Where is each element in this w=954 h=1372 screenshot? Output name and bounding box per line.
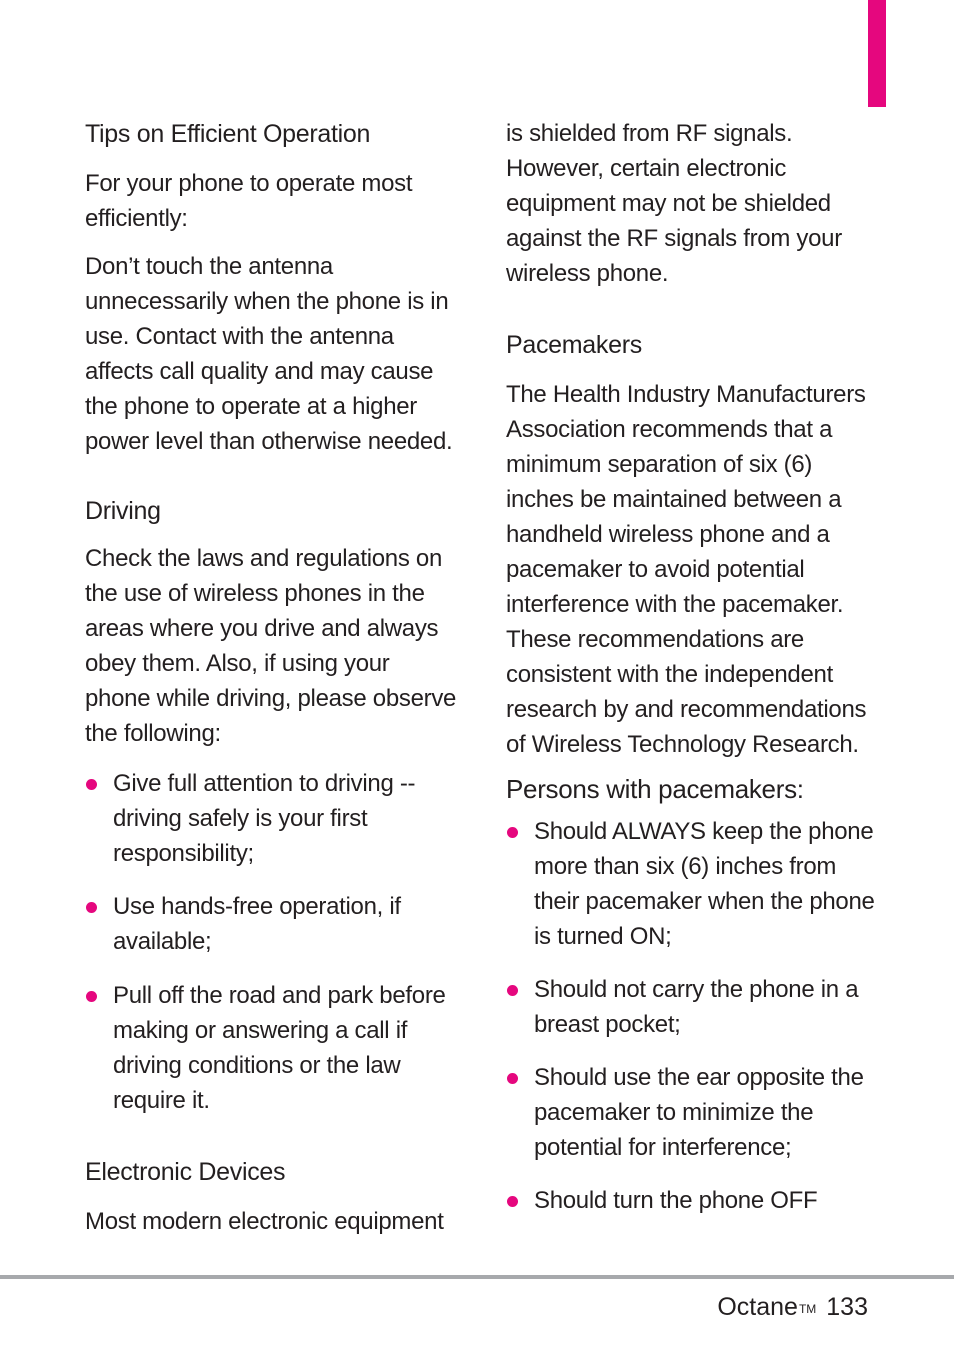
product-name: Octane [717, 1293, 798, 1321]
list-item [85, 889, 457, 959]
bullet-icon [507, 827, 518, 838]
bullet-icon [86, 991, 97, 1002]
bullet-text: Should turn the phone OFF [534, 1187, 818, 1214]
driving-heading: Driving [85, 497, 161, 525]
bullet-text: Should use the ear opposite the pacemaker to minimize the potential for interference; [534, 1064, 864, 1161]
shielding-paragraph: is shielded from RF signals. However, certain electronic equipment may not be shielded against the RF signals from your wireless phone. [506, 120, 842, 287]
tips-heading: Tips on Efficient Operation [85, 120, 371, 148]
bullet-icon [507, 985, 518, 996]
bullet-icon [507, 1073, 518, 1084]
pacemakers-paragraph: The Health Industry Manufacturers Association recommends that a minimum separation of six (6) inches be maintained between a handheld wireless phone and a pacemaker to avoid potential interference with the pacemaker. These recommendations are consistent with the independent research by and recommendations of Wireless Technology Research. [506, 381, 867, 758]
list-item [506, 814, 878, 954]
bullet-text: Should ALWAYS keep the phone more than six (6) inches from their pacemaker when the phone is turned ON; [534, 818, 875, 950]
list-item [506, 972, 878, 1042]
bullet-text: Give full attention to driving -- driving safely is your first responsibility; [113, 770, 416, 867]
list-item [85, 978, 457, 1118]
electronic-devices-heading: Electronic Devices [85, 1158, 286, 1186]
chapter-tab-marker [868, 0, 886, 107]
pacemaker-bullet-list [506, 814, 878, 1218]
trademark-symbol: TM [798, 1302, 817, 1316]
tips-paragraph-2: Don’t touch the antenna unnecessarily when the phone is in use. Contact with the antenna affects call quality and may cause the phone to operate at a higher power level than otherwise needed. [85, 253, 453, 455]
list-item [506, 1183, 878, 1218]
driving-bullet-list [85, 766, 457, 1118]
page-footer [717, 1290, 868, 1324]
driving-paragraph: Check the laws and regulations on the use of wireless phones in the areas where you drive and always obey them. Also, if using your phone while driving, please observe the following: [85, 545, 457, 747]
pacemakers-heading: Pacemakers [506, 331, 642, 359]
bullet-text: Use hands-free operation, if available; [113, 893, 401, 955]
footer-divider [0, 1275, 954, 1279]
bullet-text: Pull off the road and park before making or answering a call if driving conditions or the law require it. [113, 982, 446, 1114]
list-item [85, 766, 457, 871]
bullet-icon [507, 1196, 518, 1207]
list-item [506, 1060, 878, 1165]
bullet-icon [86, 779, 97, 790]
tips-paragraph-1: For your phone to operate most efficiently: [85, 170, 413, 232]
persons-with-pacemakers-heading: Persons with pacemakers: [506, 774, 804, 804]
bullet-text: Should not carry the phone in a breast pocket; [534, 976, 859, 1038]
left-column [85, 112, 457, 1239]
electronic-devices-paragraph: Most modern electronic equipment [85, 1208, 444, 1235]
page-number: 133 [826, 1293, 868, 1321]
right-column [506, 112, 878, 1218]
bullet-icon [86, 902, 97, 913]
